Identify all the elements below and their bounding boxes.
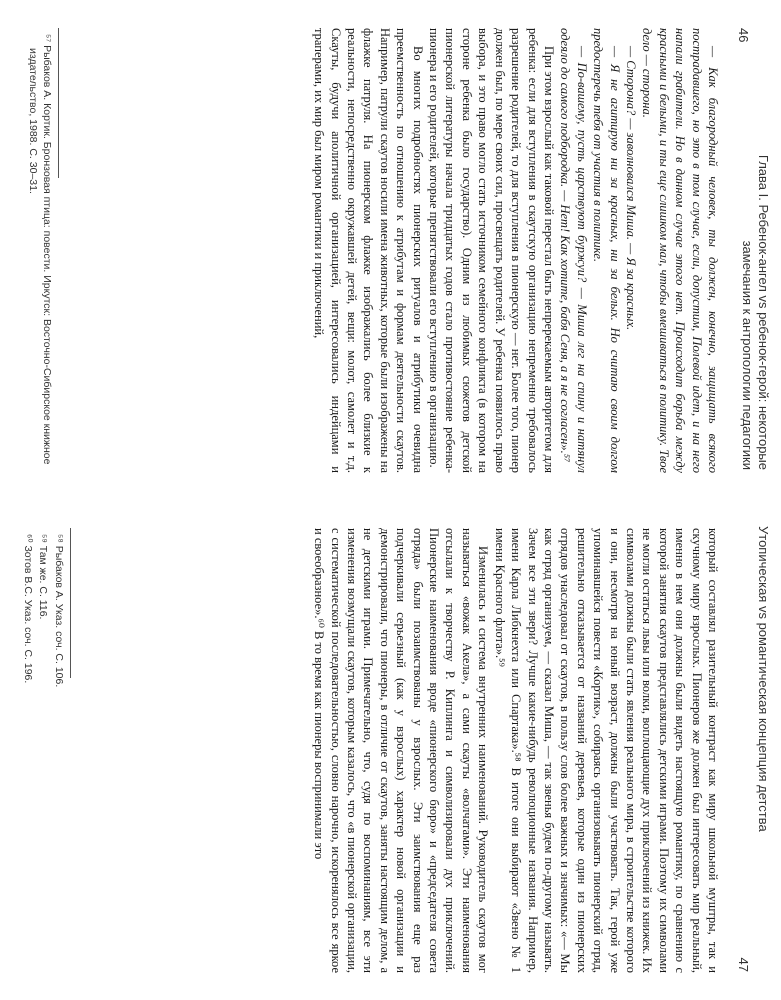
body-text	[311, 528, 721, 973]
footnotes	[19, 528, 72, 973]
paragraph: — Сторона? — заволновался Миша. — Я за красных.	[623, 46, 638, 331]
footnote: ⁵⁷ Рыбаков А. Кортик. Бронзовая птица: повести. Иркутск: Восточно-Сибирское книжное издательство, 1988. С. 30–31.	[27, 34, 53, 465]
running-head: Глава I. Ребенок-ангел vs ребенок-герой: некоторые замечания к антропологии педагогики	[739, 154, 771, 470]
body-text	[311, 28, 721, 473]
right-page	[0, 500, 781, 1000]
paragraph: При этом взрослый как таковой перестал быть непререкаемым авторитетом для ребенка: если для вступления в скаутскую организацию непременно требовалось разрешение родителей, то для вступления в пионерскую — нет. Более того, пионер должен был, по мере своих сил, просвещать родителей. У ребенка появилось право выбора, и это право могло стать источником семейного конфликта (в котором на стороне ребенка было государство). Одним из любимых сюжетов детской пионерской литературы начала тридцатых годов стало противостояние ребенка-пионера и его родителей, которые препятствовали его вступлению в организацию.	[427, 28, 556, 473]
paragraph: — Как благородный человек, ты должен, конечно, защищать всякого пострадавшего, но это в том случае, если, допустим, Полевой идет, и на него напали грабители. Но в данном случае этого нет. Происходит борьба между красными и белыми, и ты еще слишком мал, чтобы вмешиваться в политику. Твое дело — сторона.	[640, 28, 720, 473]
page-number: 47	[736, 957, 751, 972]
footnote: ⁶⁰ Зотов В.С. Указ. соч. С. 196.	[22, 534, 34, 684]
paragraph: Во многих подробностях пионерских ритуалов и атрибутики очевидна преемственность по отношению к атрибутам и формам деятельности скаутов. Например, патрули скаутов носили имена животных, которые были изображены на флажке патруля. На пионерском флажке изображались более близкие к реальности, непосредственно окружавшей детей, вещи: молот, самолет и т.д. Скауты, будучи аполитичной организацией, интересовались индейцами и траперами, их мир был миром романтики и приключений,	[312, 28, 425, 473]
footnote-rule	[58, 28, 59, 178]
footnote-rule	[70, 528, 71, 678]
footnote: ⁵⁹ Там же. С. 116.	[37, 534, 50, 620]
footnotes	[24, 28, 59, 473]
paragraph: Изменилась и система внутренних наименований. Руководитель скаутов мог называться «вожак Акела», а сами скауты «волчатами». Эти наименования отсылали к творчеству Р. Киплинга и символизировали дух приключений. Пионерские наименования вроде «пионерского бюро» и «председателя совета отряда» были позаимствованы у взрослых. Эти заимствования еще раз подчеркивали серьезный (как у взрослых) характер новой организации и демонстрировали, что пионеры, в отличие от скаутов, заняты настоящим делом, а не детскими играми. Примечательно, что, судя по воспоминаниям, все эти изменения возмущали скаутов, которым казалось, что «в пионерской организации, с систематической последовательностью, словно нарочно, искоренялось все яркое и своеобразное».⁶⁰ В то время как пионеры воспринимали это	[312, 528, 491, 973]
page-number: 46	[736, 28, 751, 43]
paragraph: — Я не агитирую ни за красных, ни за белых. Но считаю своим долгом предостеречь тебя от участия в политике.	[591, 28, 622, 473]
paragraph: — По-вашему, пусть царствуют буржуи? — Миша лег на спину и натянул одеяло до самого подбородка. — Нет! Как хотите, бабя Сеня, а я не согласен».⁵⁷	[558, 28, 589, 473]
footnote: ⁵⁸ Рыбаков А. Указ. соч. С. 106.	[53, 534, 65, 688]
running-head: Утопическая vs романтическая концепция детства	[756, 526, 771, 832]
paragraph: который составлял разительный контраст как миру школьной муштры, так и скучному миру взрослых. Пионеров же должен был интересовать мир реальный, именно в нем они должны были видеть настоящую романтику, по сравнению с которой занятия скаутов представлялись детскими играми. Поэтому их символами не могли остаться львы или волки, воплощающие дух приключений из книжек. Их символами должны были стать явления реального мира, в строительстве которого и они, несмотря на юный возраст, должны были участвовать. Так, герой уже упоминавшейся повести «Кортик», собираясь организовывать пионерский отряд, решительно отказывается от названий деревьев, которые один из пионерских отрядов унаследовал от скаутов, в пользу слов более важных и значимых: «— Мы как отряд организуем, — сказал Миша, — так звенья будем по-другому называть. Зачем все эти звери? Лучше какие-нибудь революционные названия. Например, имени Карла Либкнехта или Спартака».⁵⁸ В итоге они выбирают «Звено № 1 имени Красного флота».⁵⁹	[492, 528, 720, 973]
